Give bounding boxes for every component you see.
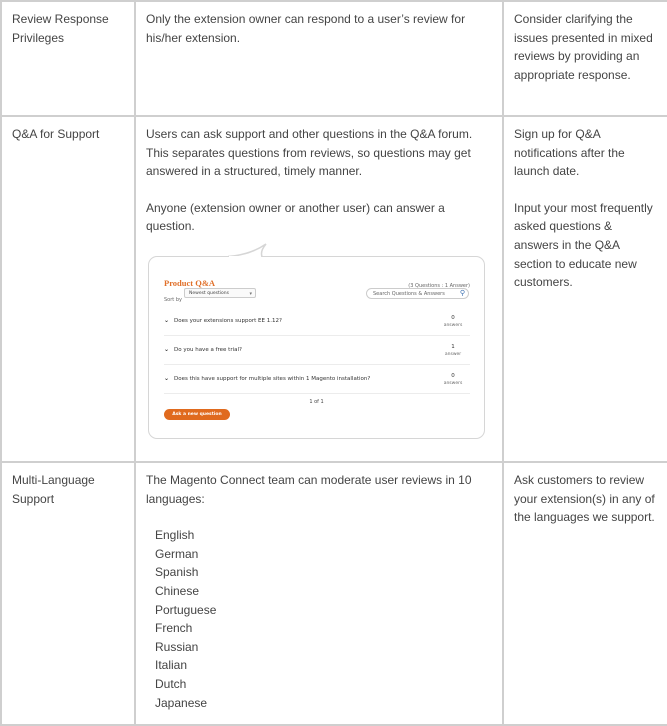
feature-name: Review Response Privileges	[12, 12, 109, 45]
description-text: Only the extension owner can respond to a user’s review for his/her extension.	[146, 12, 466, 45]
qa-title: Product Q&A	[164, 277, 216, 288]
question-item[interactable]	[164, 367, 470, 394]
sort-label: Sort by	[164, 296, 182, 303]
question-text[interactable]: Do you have a free trial?	[174, 346, 242, 353]
table-row	[1, 462, 667, 725]
answer-unit: answer	[444, 351, 462, 357]
tip-text: Sign up for Q&A notifications after the launch date.	[514, 127, 625, 179]
language-item: French	[155, 621, 193, 636]
description-text: The Magento Connect team can moderate user reviews in 10 languages:	[146, 473, 472, 506]
feature-name: Multi-Language Support	[12, 473, 95, 506]
tip-text: Input your most frequently asked questions & answers in the Q&A section to educate new customers.	[514, 200, 653, 290]
answer-unit: answers	[443, 380, 463, 386]
description-cell	[135, 462, 503, 725]
tips-cell	[503, 462, 667, 725]
question-item[interactable]	[164, 338, 470, 365]
sort-select[interactable]	[184, 288, 256, 298]
table-row	[1, 116, 667, 462]
ask-question-button[interactable]: Ask a new question	[164, 409, 230, 420]
language-item: Japanese	[155, 695, 208, 710]
language-item: Russian	[155, 639, 199, 654]
question-text[interactable]: Does your extensions support EE 1.12?	[174, 317, 282, 324]
question-item[interactable]	[164, 309, 470, 336]
tip-text: Ask customers to review your extension(s) in any of the languages we support.	[514, 473, 655, 525]
chevron-down-icon[interactable]: ⌄	[164, 374, 170, 382]
description-text: Anyone (extension owner or another user) can answer a question.	[146, 200, 445, 234]
chevron-down-icon[interactable]: ⌄	[164, 345, 170, 353]
language-item: Portuguese	[155, 602, 217, 617]
description-text: Users can ask support and other questions in the Q&A forum. This separates questions from reviews, so questions may get answered in a structured, timely manner.	[146, 127, 473, 179]
question-text[interactable]: Does this have support for multiple sites within 1 Magento installation?	[174, 375, 371, 382]
qa-search-input[interactable]	[366, 288, 469, 299]
language-item: English	[155, 528, 195, 543]
language-item: Chinese	[155, 583, 200, 598]
table-row	[1, 1, 667, 116]
chevron-down-icon[interactable]: ⌄	[164, 316, 170, 324]
pagination: 1 of 1	[309, 398, 324, 405]
answer-count: 0	[451, 314, 455, 321]
qa-screenshot	[148, 256, 487, 441]
search-icon[interactable]: ⚲	[459, 288, 465, 297]
speech-bubble-tail	[228, 243, 268, 257]
chevron-down-icon: ▾	[249, 290, 252, 297]
language-list	[155, 526, 492, 712]
description-cell	[135, 1, 503, 116]
tips-cell	[503, 116, 667, 462]
feature-name: Q&A for Support	[12, 127, 100, 141]
feature-name-cell	[1, 116, 135, 462]
answer-count: 1	[451, 343, 455, 350]
answer-unit: answers	[443, 322, 463, 328]
qa-panel	[148, 256, 485, 439]
language-item: German	[155, 546, 199, 561]
tips-cell	[503, 1, 667, 116]
language-item: Dutch	[155, 676, 187, 691]
feature-name-cell	[1, 462, 135, 725]
answer-count: 0	[451, 372, 455, 379]
search-placeholder: Search Questions & Answers	[373, 290, 445, 297]
language-item: Spanish	[155, 565, 199, 580]
language-item: Italian	[155, 658, 188, 673]
feature-name-cell	[1, 1, 135, 116]
qa-count: (3 Questions : 1 Answer)	[408, 282, 470, 289]
tip-text: Consider clarifying the issues presented in mixed reviews by providing an appropriate response.	[514, 12, 653, 82]
sort-value: Newest questions	[189, 290, 229, 296]
description-cell	[135, 116, 503, 462]
